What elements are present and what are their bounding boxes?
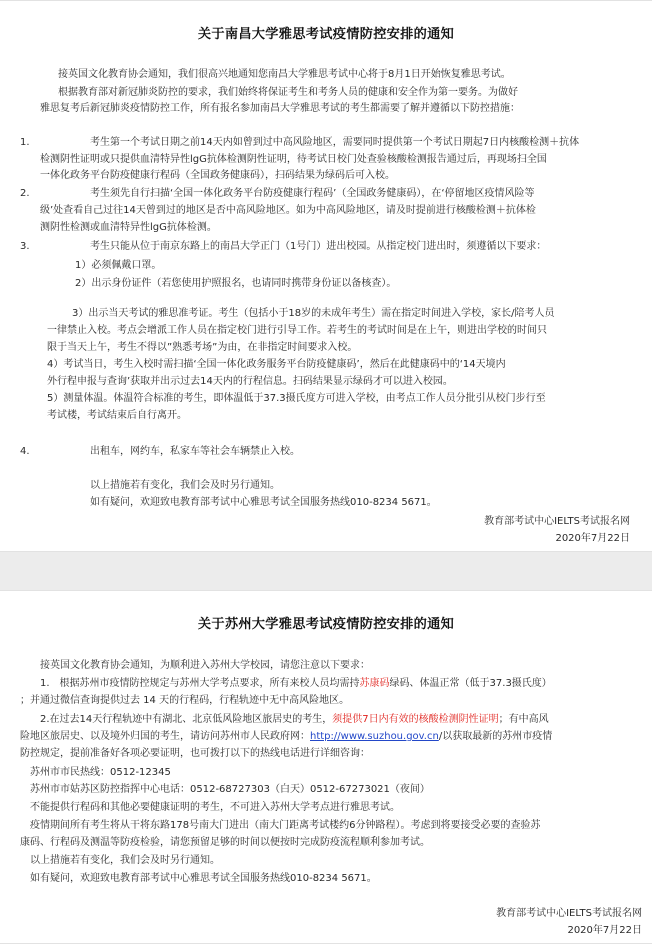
- item-line: 考生须先自行扫描‘全国一体化政务平台防疫健康行程码’（全国政务健康码），在‘停留地区疫情风险等: [90, 188, 535, 199]
- item-line: 出租车，网约车，私家车等社会车辆禁止入校。: [90, 446, 300, 457]
- text-run: 1. 根据苏州市疫情防控规定与苏州大学考点要求，所有来校人员均需持: [40, 678, 360, 689]
- closing-line: 如有疑问，欢迎致电教育部考试中心雅思考试全国服务热线010-8234 5671。: [30, 873, 377, 884]
- item-line: 考生只能从位于南京东路上的南昌大学正门（1号门）进出校园。从指定校门进出时，须遵循以下要求：: [90, 241, 547, 252]
- notice-title: 关于苏州大学雅思考试疫情防控安排的通知: [197, 617, 455, 632]
- sub-item-line: 一律禁止入校。考点会增派工作人员在指定校门进行引导工作。若考生的考试时间是在上午，则进出学校的时间只: [47, 325, 547, 336]
- paragraph-line: 防控规定，提前准备好各项必要证明，也可拨打以下的热线电话进行详细咨询：: [20, 748, 370, 759]
- closing-line: 以上措施若有变化，我们会及时另行通知。: [90, 480, 280, 491]
- highlight-text: 苏康码: [359, 678, 390, 689]
- item-number: 2.: [20, 188, 30, 199]
- intro-line: 接英国文化教育协会通知，我们很高兴地通知您南昌大学雅思考试中心将于8月1日开始恢复雅思考试。: [58, 69, 511, 80]
- hotline: 苏州市市民热线：0512-12345: [30, 767, 171, 778]
- closing-line: 以上措施若有变化，我们会及时另行通知。: [30, 855, 220, 866]
- highlight-text: 须提供7日内有效的核酸检测阴性证明: [332, 714, 499, 725]
- notice-title: 关于南昌大学雅思考试疫情防控安排的通知: [197, 27, 455, 42]
- paragraph-line: 疫情期间所有考生将从干将东路178号南大门进出（南大门距离考试楼约6分钟路程）。考虑到将要接受必要的查验苏: [30, 820, 541, 831]
- intro-line: 雅思复考后新冠肺炎疫情防控工作，所有报名参加南昌大学雅思考试的考生都需要了解并遵循以下防控措施：: [40, 103, 520, 114]
- item-line: 一体化政务平台防疫健康行程码（全国政务健康码），扫码结果为绿码后可入校。: [40, 170, 395, 181]
- item-number: 3.: [20, 241, 30, 252]
- date: 2020年7月22日: [555, 533, 630, 544]
- signature: 教育部考试中心IELTS考试报名网: [496, 908, 642, 919]
- sub-item-line: 3）出示当天考试的雅思准考证。考生（包括小于18岁的未成年考生）需在指定时间进入学校，家长/陪考人员: [72, 308, 555, 319]
- paragraph-line: [40, 713, 549, 727]
- closing-line: 如有疑问，欢迎致电教育部考试中心雅思考试全国服务热线010-8234 5671。: [90, 497, 437, 508]
- text-run: 险地区旅居史、以及境外归国的考生，请访问苏州市人民政府网：: [20, 731, 310, 742]
- text-run: 绿码、体温正常（低于37.3摄氏度）: [389, 678, 552, 689]
- item-line: 级’处查看自己过往14天曾到过的地区是否中高风险地区。如为中高风险地区，请及时提前进行核酸检测＋抗体检: [40, 205, 536, 216]
- item-line: 考生第一个考试日期之前14天内如曾到过中高风险地区，需要同时提供第一个考试日期起7日内核酸检测＋抗体: [90, 137, 580, 148]
- date: 2020年7月22日: [567, 925, 642, 936]
- intro-line: 根据教育部对新冠肺炎防控的要求，我们始终将保证考生和考务人员的健康和安全作为第一要务。为做好: [58, 87, 518, 98]
- paragraph-line: 不能提供行程码和其他必要健康证明的考生，不可进入苏州大学考点进行雅思考试。: [30, 802, 400, 813]
- sub-item: 1）必须佩戴口罩。: [75, 260, 162, 271]
- item-line: 测阴性检测或血清特异性lgG抗体检测。: [40, 222, 217, 233]
- hotline: 苏州市市姑苏区防控指挥中心电话：0512-68727303（白天）0512-67273021（夜间）: [30, 784, 430, 795]
- sub-item-line: 4）考试当日，考生入校时需扫描‘全国一体化政务服务平台防疫健康码’，然后在此健康码中的‘14天境内: [47, 359, 506, 370]
- sub-item-line: 限于当天上午，考生不得以”熟悉考场”为由，在非指定时间要求入校。: [47, 342, 358, 353]
- paragraph-line: [20, 730, 552, 744]
- paragraph-line: 康码、行程码及测温等防疫检验，请您预留足够的时间以便按时完成防疫流程顺利参加考试。: [20, 837, 430, 848]
- item-line: 检测阴性证明或只提供血清特异性lgG抗体检测阴性证明，待考试日校门处查验核酸检测报告通过后，再现场扫全国: [40, 154, 547, 165]
- text-run: ；有中高风: [498, 714, 549, 725]
- text-run: /以获取最新的苏州市疫情: [438, 731, 553, 742]
- paragraph-line: [40, 677, 552, 691]
- suzhou-gov-link[interactable]: http://www.suzhou.gov.cn: [310, 731, 439, 742]
- sub-item: 2）出示身份证件（若您使用护照报名，也请同时携带身份证以备核查）。: [75, 278, 397, 289]
- sub-item-line: 考试楼，考试结束后自行离开。: [47, 410, 187, 421]
- text-run: 2.在过去14天行程轨迹中有湖北、北京低风险地区旅居史的考生，: [40, 714, 333, 725]
- signature: 教育部考试中心IELTS考试报名网: [484, 516, 630, 527]
- paragraph-line: ；并通过微信查询提供过去 14 天的行程码，行程轨迹中无中高风险地区。: [20, 695, 350, 706]
- sub-item-line: 5）测量体温。体温符合标准的考生，即体温低于37.3摄氏度方可进入学校，由考点工作人员分批引从校门步行至: [47, 393, 546, 404]
- intro-line: 接英国文化教育协会通知，为顺利进入苏州大学校园，请您注意以下要求：: [40, 660, 370, 671]
- item-number: 1.: [20, 137, 30, 148]
- item-number: 4.: [20, 446, 30, 457]
- notice-card-suzhou: [0, 590, 652, 944]
- sub-item-line: 外行程申报与查询’获取并出示过去14天内的行程信息。扫码结果显示绿码才可以进入校园。: [47, 376, 453, 387]
